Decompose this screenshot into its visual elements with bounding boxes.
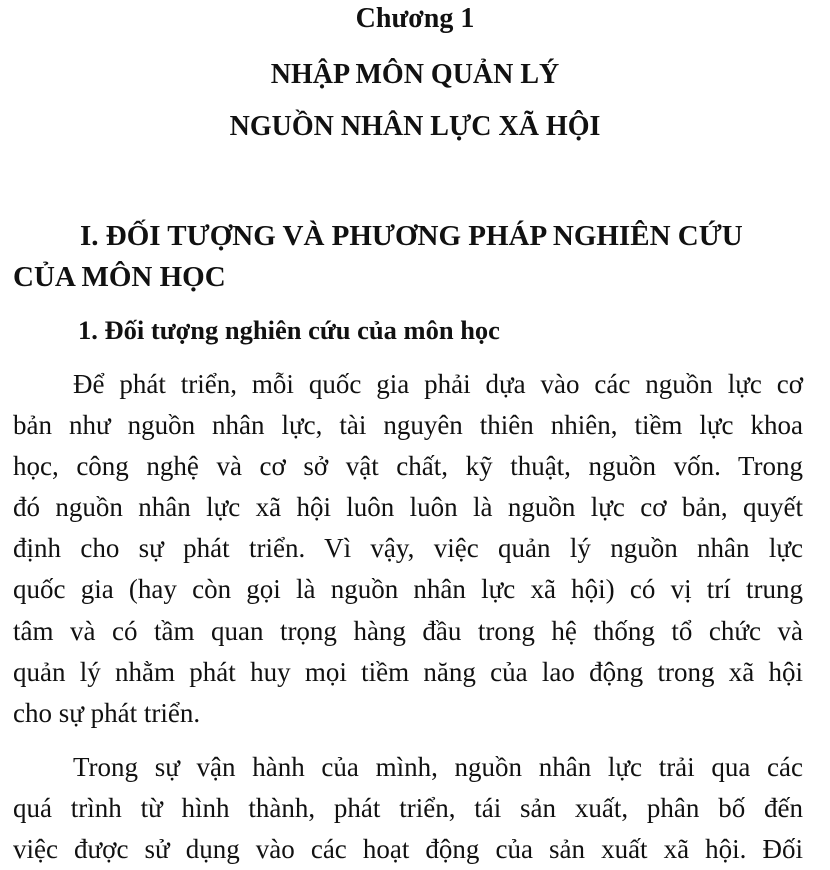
paragraph-line: quản lý nhằm phát huy mọi tiềm năng của lao động trong xã hội <box>13 656 803 687</box>
paragraph-1 <box>13 364 803 734</box>
paragraph-line: Để phát triển, mỗi quốc gia phải dựa vào các nguồn lực cơ <box>73 369 803 399</box>
paragraph-line: tâm và có tầm quan trọng hàng đầu trong hệ thống tổ chức và <box>13 615 803 646</box>
section-heading-line-1: I. ĐỐI TƯỢNG VÀ PHƯƠNG PHÁP NGHIÊN CỨU <box>80 220 743 252</box>
paragraph-line: Trong sự vận hành của mình, nguồn nhân lực trải qua các <box>73 752 803 782</box>
paragraph-line: cho sự phát triển. <box>13 697 201 728</box>
paragraph-line: bản như nguồn nhân lực, tài nguyên thiên nhiên, tiềm lực khoa <box>13 410 803 441</box>
paragraph-2 <box>13 747 803 870</box>
subsection-heading: 1. Đối tượng nghiên cứu của môn học <box>78 315 500 345</box>
chapter-title-line-1: NHẬP MÔN QUẢN LÝ <box>270 59 560 90</box>
paragraph-line: quốc gia (hay còn gọi là nguồn nhân lực xã hội) có vị trí trung <box>13 574 803 605</box>
paragraph-line: định cho sự phát triển. Vì vậy, việc quản lý nguồn nhân lực <box>13 533 803 564</box>
paragraph-line: việc được sử dụng vào các hoạt động của sản xuất xã hội. Đối <box>13 834 803 865</box>
section-heading-line-2: CỦA MÔN HỌC <box>13 261 226 293</box>
paragraph-line: đó nguồn nhân lực xã hội luôn luôn là nguồn lực cơ bản, quyết <box>13 492 803 523</box>
paragraph-line: quá trình từ hình thành, phát triển, tái sản xuất, phân bố đến <box>13 793 803 824</box>
paragraph-line: học, công nghệ và cơ sở vật chất, kỹ thuật, nguồn vốn. Trong <box>13 451 803 482</box>
chapter-label: Chương 1 <box>355 3 475 34</box>
chapter-title-line-2: NGUỒN NHÂN LỰC XÃ HỘI <box>229 111 601 142</box>
section-heading <box>13 216 808 298</box>
